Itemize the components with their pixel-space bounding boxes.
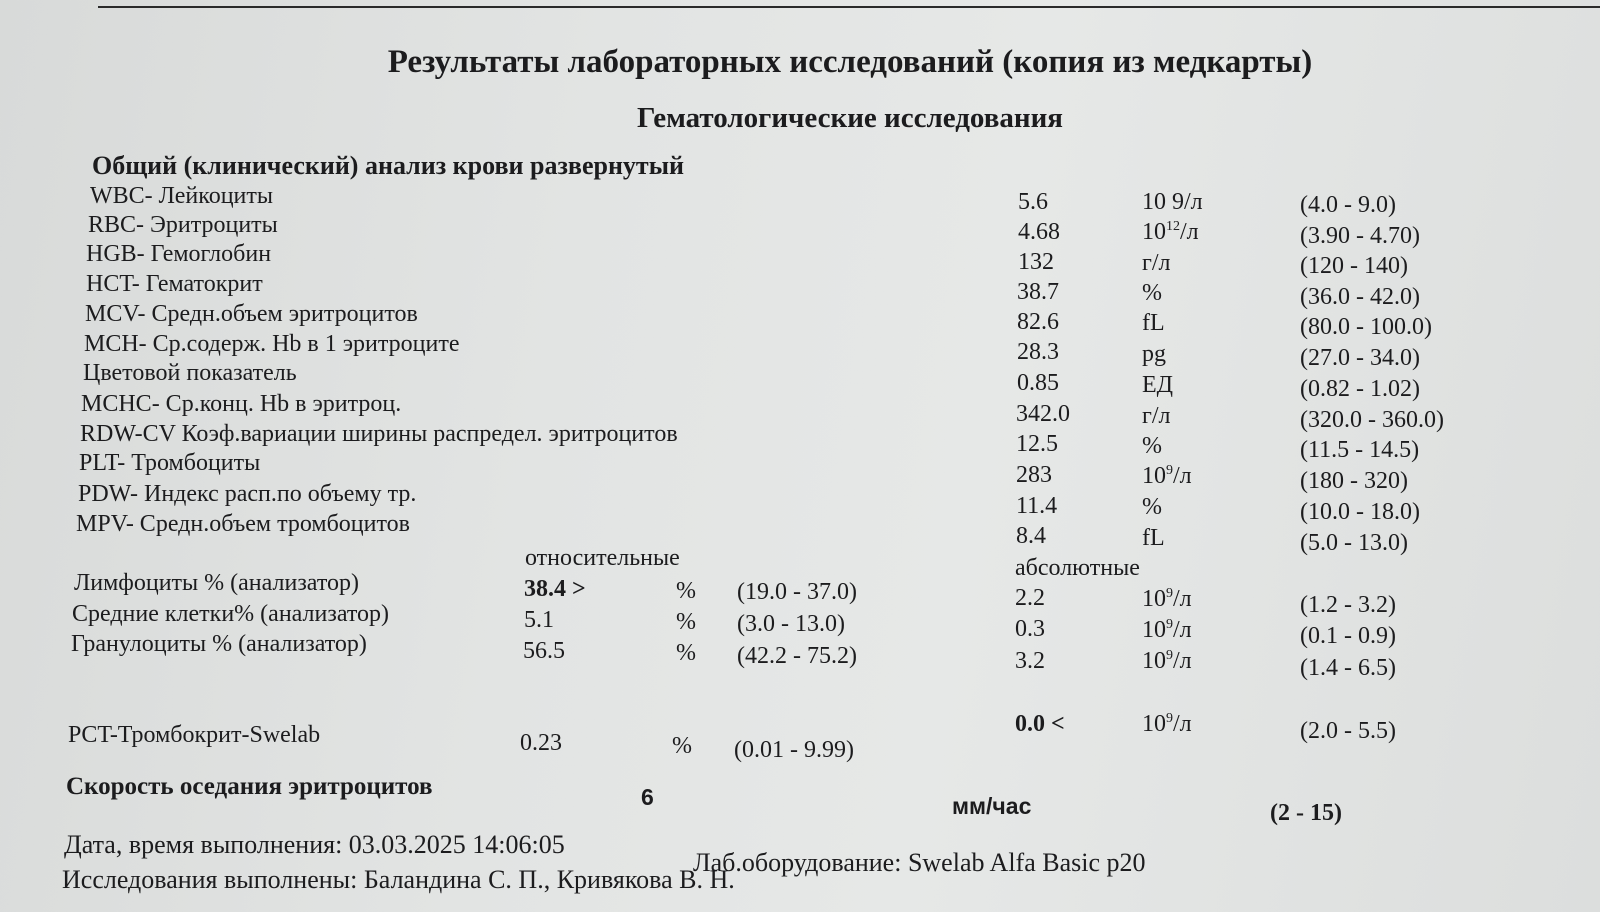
test-range: (10.0 - 18.0)	[1300, 499, 1420, 525]
diff-rel-range: (3.0 - 13.0)	[737, 611, 845, 637]
diff-abs-unit: $10^9/л$	[1142, 617, 1192, 643]
diff-abs-value: 0.3	[1015, 616, 1045, 642]
footer-datetime: Дата, время выполнения: 03.03.2025 14:06:05	[64, 830, 565, 859]
footer-performed: Исследования выполнены: Баландина С. П., Кривякова В. Н.	[62, 865, 735, 894]
test-range: (11.5 - 14.5)	[1300, 437, 1420, 463]
test-name: MCH- Ср.содерж. Hb в 1 эритроците	[84, 331, 460, 357]
diff-rel-unit: %	[676, 640, 696, 666]
esr-name: Скорость оседания эритроцитов	[66, 773, 433, 800]
diff-rel-unit: %	[676, 609, 696, 635]
test-unit: 10 9/л	[1142, 189, 1203, 215]
diff-abs-value: 2.2	[1015, 585, 1045, 611]
test-range: (180 - 320)	[1300, 468, 1408, 494]
test-unit: г/л	[1142, 250, 1171, 276]
diff-rel-range: (42.2 - 75.2)	[737, 643, 857, 669]
test-unit: %	[1142, 433, 1162, 459]
test-range: (3.90 - 4.70)	[1300, 223, 1420, 249]
test-unit: fL	[1142, 310, 1165, 336]
test-range: (80.0 - 100.0)	[1300, 314, 1432, 340]
test-value: 38.7	[1017, 279, 1059, 305]
test-range: (5.0 - 13.0)	[1300, 530, 1408, 556]
test-unit: %	[1142, 494, 1162, 520]
document-title: Результаты лабораторных исследований (копия из медкарты)	[387, 44, 1313, 80]
diff-abs-range: (1.4 - 6.5)	[1300, 655, 1396, 681]
diff-abs-unit: $10^9/л$	[1142, 648, 1192, 674]
diff-abs-unit: $10^9/л$	[1142, 586, 1192, 612]
pct-abs-value: 0.0 <	[1015, 711, 1065, 737]
test-name: PDW- Индекс расп.по объему тр.	[78, 481, 417, 507]
footer-equipment: Лаб.оборудование: Swelab Alfa Basic p20	[693, 848, 1146, 877]
test-value: 283	[1016, 462, 1052, 488]
test-value: 11.4	[1016, 493, 1058, 519]
relative-label: относительные	[525, 545, 680, 571]
test-name: PLT- Тромбоциты	[79, 450, 261, 476]
test-unit: ЕД	[1142, 372, 1174, 398]
test-range: (4.0 - 9.0)	[1300, 192, 1396, 218]
diff-rel-range: (19.0 - 37.0)	[737, 579, 857, 605]
diff-name: Лимфоциты % (анализатор)	[74, 570, 359, 596]
test-value: 82.6	[1017, 309, 1059, 335]
esr-value: 6	[641, 784, 654, 810]
test-value: 132	[1018, 249, 1054, 275]
test-range: (320.0 - 360.0)	[1300, 407, 1444, 433]
test-unit: г/л	[1142, 403, 1171, 429]
test-unit: %	[1142, 280, 1162, 306]
test-name: HCT- Гематокрит	[86, 271, 263, 297]
diff-name: Средние клетки% (анализатор)	[72, 601, 390, 627]
test-name: HGB- Гемоглобин	[86, 241, 272, 267]
diff-rel-value: 5.1	[524, 607, 554, 633]
test-range: (120 - 140)	[1300, 253, 1408, 279]
test-unit: pg	[1142, 341, 1166, 367]
test-unit: $10^{12}/л$	[1142, 219, 1199, 245]
test-name: RDW-CV Коэф.вариации ширины распредел. эритроцитов	[80, 421, 678, 447]
diff-rel-value: 56.5	[523, 638, 565, 664]
test-name: WBC- Лейкоциты	[90, 183, 274, 209]
diff-abs-range: (0.1 - 0.9)	[1300, 623, 1396, 649]
test-range: (0.82 - 1.02)	[1300, 376, 1420, 402]
test-unit: fL	[1142, 525, 1165, 551]
pct-abs-range: (2.0 - 5.5)	[1300, 718, 1396, 744]
esr-range: (2 - 15)	[1270, 800, 1342, 826]
test-value: 8.4	[1016, 523, 1046, 549]
test-name: MCV- Средн.объем эритроцитов	[85, 301, 418, 327]
document-subtitle: Гематологические исследования	[637, 102, 1063, 134]
test-range: (27.0 - 34.0)	[1300, 345, 1420, 371]
test-value: 12.5	[1016, 431, 1058, 457]
pct-value: 0.23	[520, 730, 562, 756]
test-name: MCHC- Ср.конц. Hb в эритроц.	[81, 391, 402, 417]
test-name: MPV- Средн.объем тромбоцитов	[76, 511, 410, 537]
diff-name: Гранулоциты % (анализатор)	[71, 631, 367, 657]
test-value: 0.85	[1017, 370, 1059, 396]
test-name: Цветовой показатель	[83, 360, 297, 386]
absolute-label: абсолютные	[1015, 555, 1140, 581]
diff-abs-range: (1.2 - 3.2)	[1300, 592, 1396, 618]
top-rule	[98, 6, 1600, 8]
pct-range: (0.01 - 9.99)	[734, 737, 854, 763]
pct-abs-unit: $10^9/л$	[1142, 711, 1192, 737]
test-value: 5.6	[1018, 189, 1048, 215]
test-unit: $10^9/л$	[1142, 463, 1192, 489]
diff-rel-value: 38.4 >	[524, 576, 586, 602]
test-range: (36.0 - 42.0)	[1300, 284, 1420, 310]
test-value: 342.0	[1016, 401, 1070, 427]
diff-rel-unit: %	[676, 578, 696, 604]
pct-unit: %	[672, 733, 692, 759]
test-name: RBC- Эритроциты	[88, 212, 278, 238]
test-value: 28.3	[1017, 339, 1059, 365]
diff-abs-value: 3.2	[1015, 648, 1045, 674]
esr-unit: мм/час	[952, 793, 1032, 819]
pct-name: PCT-Тромбокрит-Swelab	[68, 722, 321, 748]
section-heading: Общий (клинический) анализ крови развернутый	[92, 151, 684, 180]
test-value: 4.68	[1018, 219, 1060, 245]
